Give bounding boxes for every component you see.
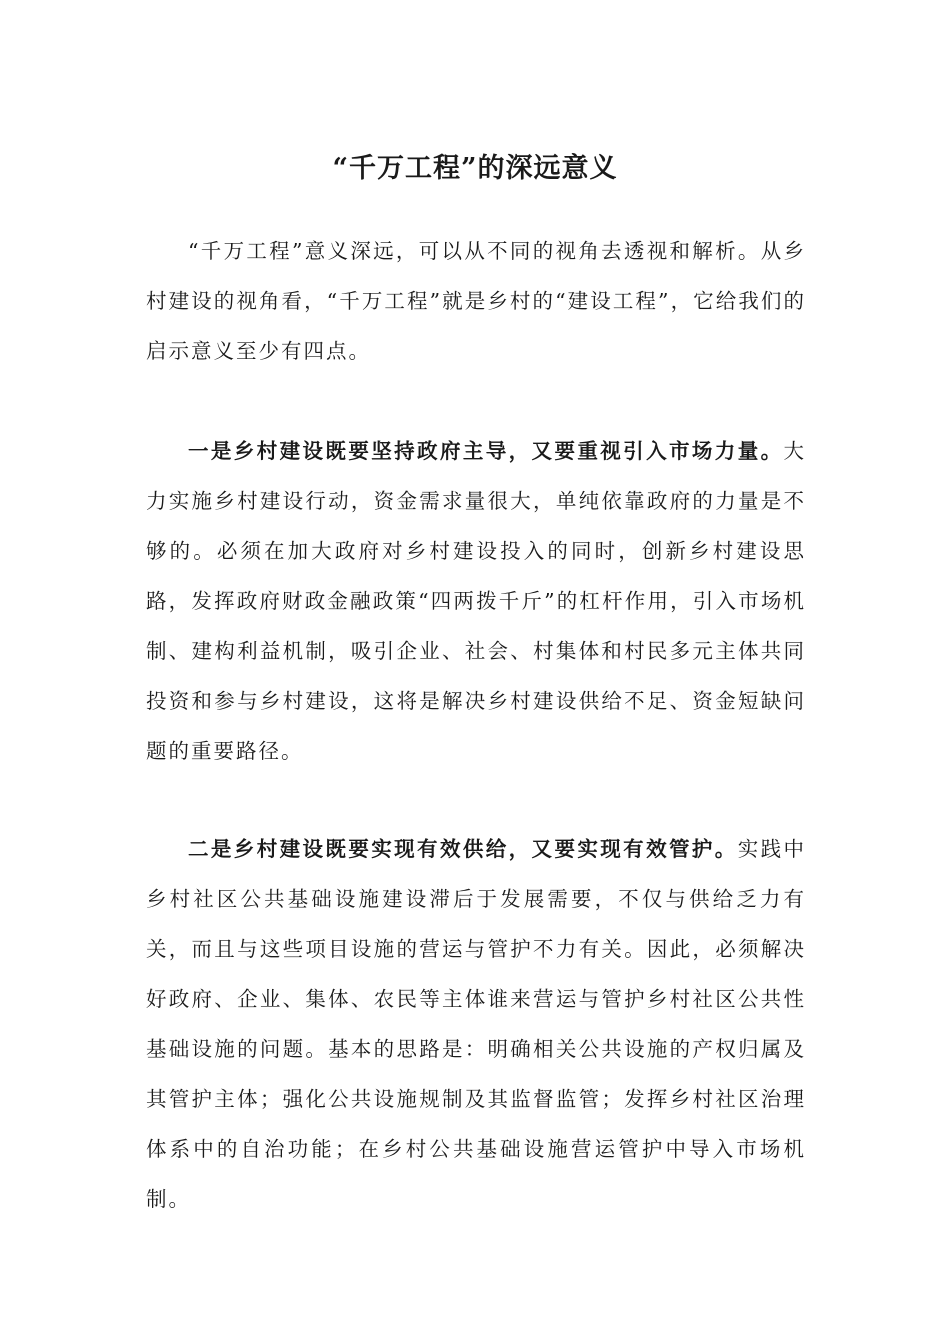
point-two-heading: 二是乡村建设既要实现有效供给，又要实现有效管护。 [188, 837, 738, 861]
point-two-text: 实践中乡村社区公共基础设施建设滞后于发展需要，不仅与供给乏力有关，而且与这些项目设施的营运与管护不力有关。因此，必须解决好政府、企业、集体、农民等主体谁来营运与管护乡村社区公共性基础设施的问题。基本的思路是：明确相关公共设施的产权归属及其管护主体；强化公共设施规制及其监督监管；发挥乡村社区治理体系中的自治功能；在乡村公共基础设施营运管护中导入市场机制。 [146, 837, 807, 1211]
point-one-text: 大力实施乡村建设行动，资金需求量很大，单纯依靠政府的力量是不够的。必须在加大政府对乡村建设投入的同时，创新乡村建设思路，发挥政府财政金融政策“四两拨千斤”的杠杆作用，引入市场机制、建构利益机制，吸引企业、社会、村集体和村民多元主体共同投资和参与乡村建设，这将是解决乡村建设供给不足、资金短缺问题的重要路径。 [146, 439, 806, 763]
intro-text: “千万工程”意义深远，可以从不同的视角去透视和解析。从乡村建设的视角看，“千万工程”就是乡村的“建设工程”，它给我们的启示意义至少有四点。 [146, 239, 806, 363]
point-one-paragraph [146, 426, 806, 776]
intro-paragraph [146, 226, 806, 376]
point-one-heading: 一是乡村建设既要坚持政府主导，又要重视引入市场力量。 [188, 439, 784, 463]
point-two-paragraph [146, 824, 806, 1224]
document-title: “千万工程”的深远意义 [332, 153, 618, 185]
